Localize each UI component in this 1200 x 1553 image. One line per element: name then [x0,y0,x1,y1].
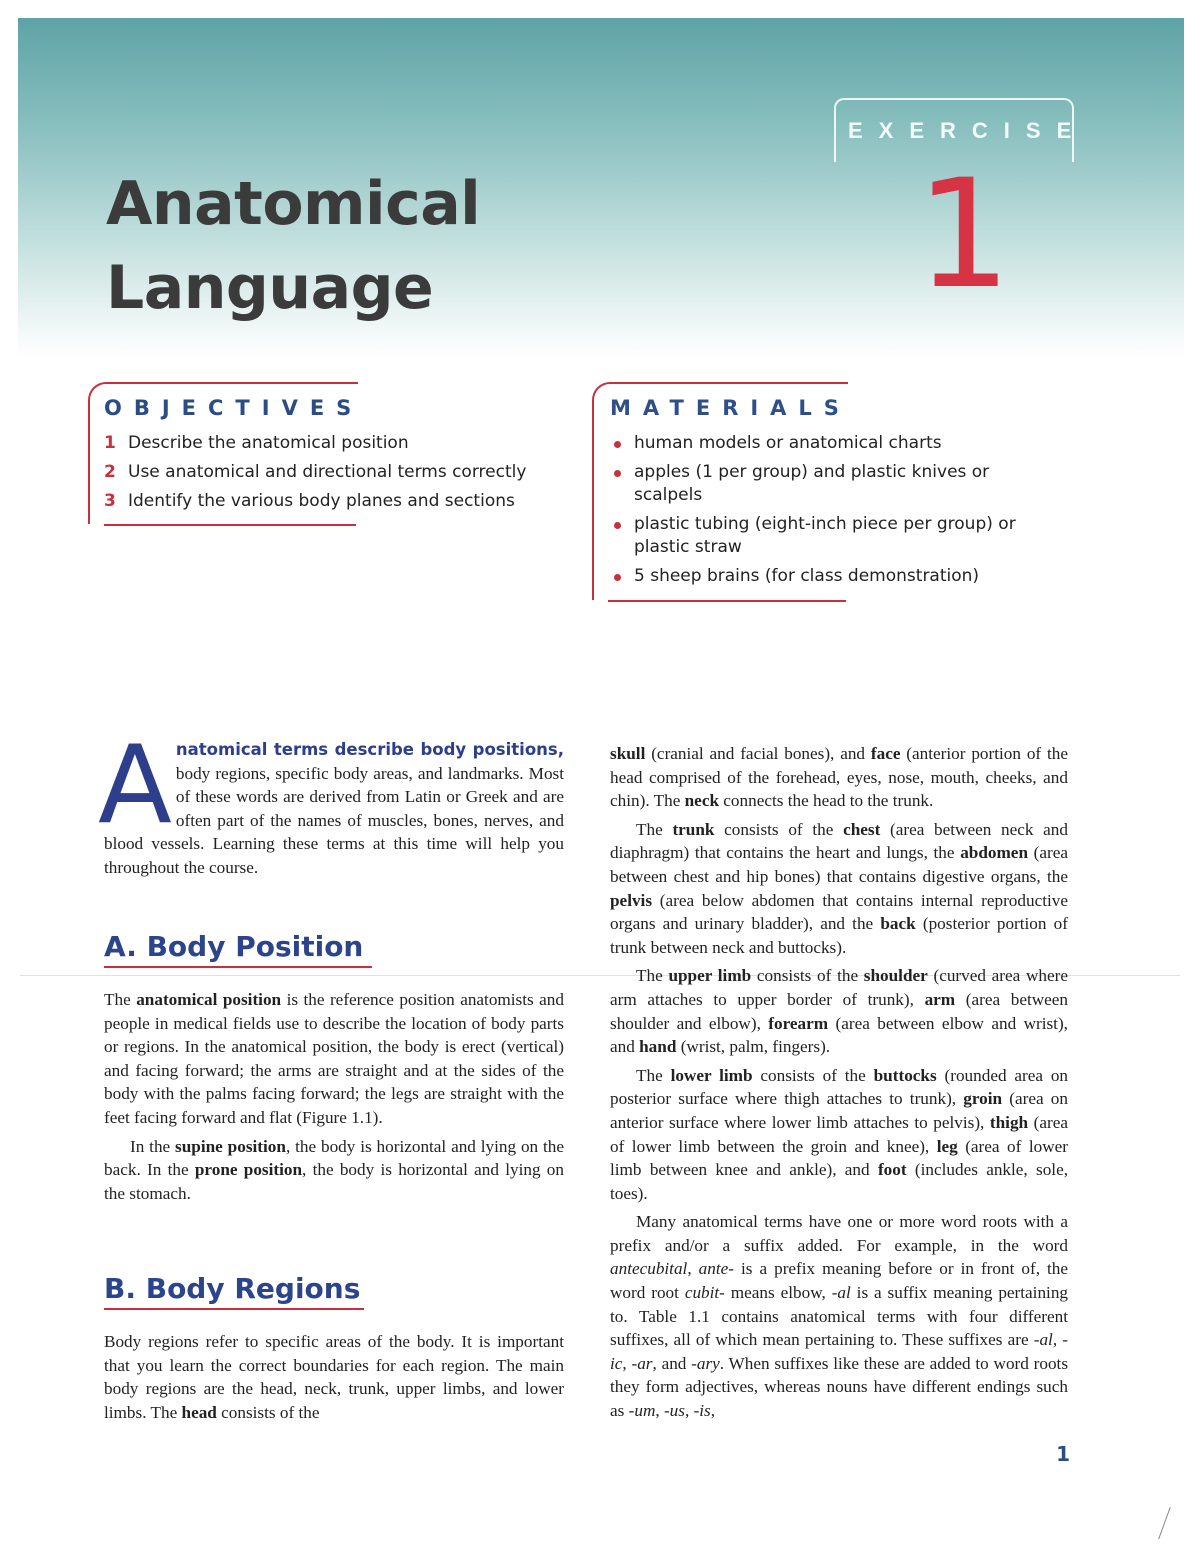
text-run: The [104,990,137,1009]
objective-number: 2 [104,462,116,482]
page-title [106,162,480,330]
term-italic: -is [693,1401,711,1421]
term-prone-position: prone position [194,1160,303,1180]
right-column-body [610,742,1068,1423]
intro-text: body regions, specific body areas, and landmarks. Most of these words are derived from Latin or Greek and are often part of the names of muscles, bones, nerves, and blood vessels. Learning these terms at this time will help you throughout the course. [104,763,564,877]
term-leg: leg [936,1136,958,1156]
term-neck: neck [684,791,719,811]
text-run: consists of the [752,1065,874,1085]
text-run: , [622,1353,632,1373]
text-run: , [687,1259,699,1279]
text-run: , the body is horizontal and lying on the stomach. [104,1160,564,1203]
text-run: is a suffix meaning pertaining to. Table 1.1 contains anatomical terms with four different suffixes, all of which mean pertaining to. These suffixes are [610,1283,1069,1350]
term-italic: -al [831,1283,851,1303]
exercise-label: EXERCISE [848,118,1088,143]
text-run: (includes ankle, sole, toes). [610,1160,1068,1203]
text-run: connects the head to the trunk. [719,791,934,811]
text-run: consists of the [751,966,864,986]
term-italic: cubit- [684,1283,725,1303]
text-run: , and [652,1353,692,1373]
objective-text: Describe the anatomical position [128,433,409,453]
text-run: (rounded area on posterior surface where thigh attaches to trunk), [610,1065,1069,1109]
text-run: The [636,819,673,839]
term-arm: arm [924,989,956,1009]
objectives-box-bottom-rule [104,524,356,526]
objectives-title: OBJECTIVES [104,396,364,420]
text-run: (cranial and facial bones), and [645,744,871,763]
text-run: Many anatomical terms have one or more word roots with a prefix and/or a suffix added. For example, in the word [610,1212,1068,1255]
text-run: (area between elbow and wrist), and [610,1013,1068,1057]
text-run: (area between shoulder and elbow), [610,989,1068,1033]
text-run: is the reference position anatomists and people in medical fields use to describe the location of body parts or regions. In the anatomical position, the body is erect (vertical) and facing forward; the arms are straight and at the sides of the body with the palms facing forward; the legs are straight with the feet facing forward and flat (Figure 1.1). [104,990,564,1127]
term-head: head [181,1402,217,1422]
objective-number: 1 [104,433,116,453]
text-run: Body regions refer to specific areas of the body. It is important that you learn the correct boundaries for each region. The main body regions are the head, neck, trunk, upper limbs, and lower limbs. The [104,1332,564,1422]
text-run: (posterior portion of trunk between neck and buttocks). [610,914,1068,957]
page-number: 1 [1056,1442,1070,1466]
section-a-underline [104,966,372,968]
bullet-icon [614,470,621,477]
drop-cap: A [98,723,172,848]
term-abdomen: abdomen [960,843,1028,863]
objective-text: Identify the various body planes and sections [128,491,515,511]
text-run: , the body is horizontal and lying on the back. In the [104,1136,564,1180]
term-shoulder: shoulder [863,966,928,986]
text-run: (wrist, palm, fingers). [676,1037,831,1057]
material-text: plastic tubing (eight-inch piece per group) or plastic straw [634,514,1016,557]
term-italic: -ar [631,1353,653,1373]
term-italic: -ary [691,1353,720,1373]
section-b-heading: B. Body Regions [104,1272,361,1305]
term-italic: -um [628,1401,656,1421]
text-run: consists of the [216,1402,320,1422]
objectives-list [104,432,574,519]
text-run: , [710,1401,716,1421]
term-italic: -ic [610,1330,1068,1373]
term-pelvis: pelvis [610,890,653,910]
text-run: The [636,1065,671,1085]
text-run: , [684,1401,694,1421]
text-run: is a prefix meaning before or in front of, the word root [610,1259,1068,1303]
term-lower-limb: lower limb [670,1065,753,1085]
text-run: (area between neck and diaphragm) that contains the heart and lungs, the [610,819,1068,863]
text-run: (area between chest and hip bones) that contains digestive organs, the [610,843,1068,886]
exercise-number: 1 [916,148,1012,322]
section-b-body [104,1330,564,1424]
intro-paragraph [98,723,564,880]
materials-box-bottom-rule [608,600,846,602]
objective-text: Use anatomical and directional terms correctly [128,462,527,482]
term-chest: chest [843,819,881,839]
term-italic: -al [1033,1330,1053,1350]
term-supine-position: supine position [175,1136,286,1156]
text-run: (area of lower limb between knee and ankle), and [610,1136,1068,1180]
term-hand: hand [639,1037,677,1057]
term-italic: -us [663,1401,685,1421]
title-line-2: Language [106,253,434,323]
text-run: means elbow, [724,1283,832,1303]
term-trunk: trunk [672,819,715,839]
intro-lead: natomical terms describe body positions, [175,740,564,759]
scan-mark [1158,1507,1171,1539]
text-run: . When suffixes like these are added to word roots they form adjectives, whereas nouns have different endings such as [610,1353,1069,1421]
material-text: human models or anatomical charts [634,433,942,453]
text-run: consists of the [714,819,844,839]
section-a-heading: A. Body Position [104,930,364,963]
term-back: back [880,914,916,934]
text-run: , [1052,1330,1063,1350]
term-italic: ante- [698,1259,734,1279]
title-line-1: Anatomical [106,169,481,239]
material-item [610,461,1030,507]
objective-number: 3 [104,491,116,511]
text-run: (curved area where arm attaches to upper border of trunk), [610,966,1068,1009]
section-b-underline [104,1308,364,1310]
objective-item [104,432,574,455]
term-forearm: forearm [768,1013,829,1033]
text-run: (area below abdomen that contains internal reproductive organs and urinary bladder), and the [610,890,1068,934]
material-item [610,432,1030,455]
text-run: , [655,1401,664,1421]
objective-item [104,490,574,513]
term-italic: antecubital [610,1259,688,1279]
text-run: (anterior portion of the head comprised of the forehead, eyes, nose, mouth, cheeks, and chin). The [610,744,1068,811]
objective-item [104,461,574,484]
material-item [610,513,1030,559]
materials-title: MATERIALS [610,396,851,420]
term-anatomical-position: anatomical position [136,990,282,1009]
bullet-icon [614,574,621,581]
material-text: apples (1 per group) and plastic knives or scalpels [634,462,990,505]
term-skull: skull [610,744,646,763]
text-run: In the [130,1136,176,1156]
materials-list [610,432,1030,594]
material-item [610,565,1030,588]
section-a-body [104,988,564,1205]
term-foot: foot [877,1160,907,1180]
text-run: (area on anterior surface where lower limb attaches to pelvis), [610,1089,1068,1132]
term-upper-limb: upper limb [668,966,752,986]
term-groin: groin [963,1089,1003,1109]
term-buttocks: buttocks [873,1065,937,1085]
term-face: face [870,744,901,763]
text-run: The [636,966,669,986]
bullet-icon [614,441,621,448]
text-run: (area of lower limb between the groin and knee), [610,1112,1068,1156]
material-text: 5 sheep brains (for class demonstration) [634,566,980,586]
bullet-icon [614,522,621,529]
term-thigh: thigh [989,1112,1029,1132]
